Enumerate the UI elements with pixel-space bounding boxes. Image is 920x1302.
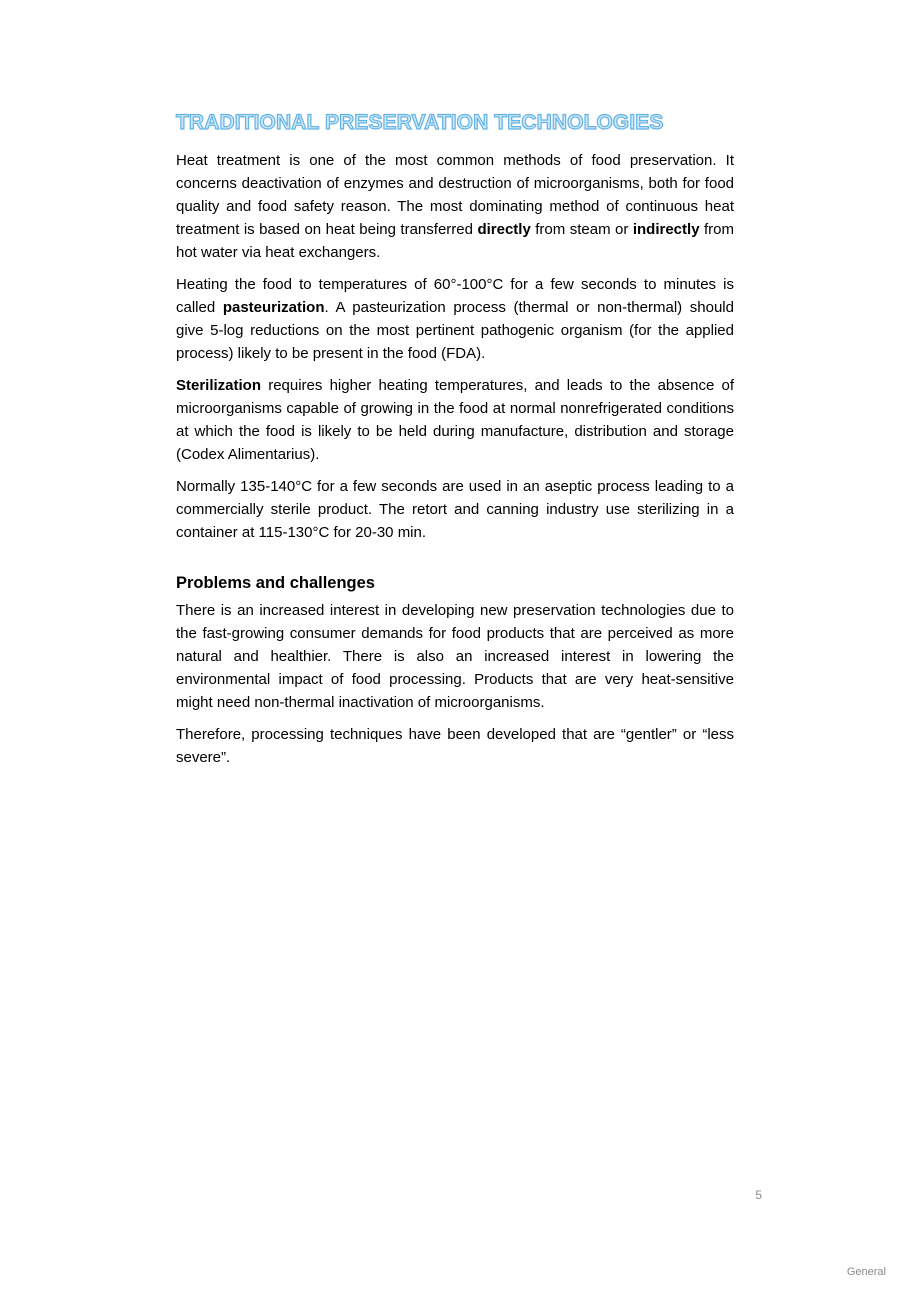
text-run: Heat treatment is one of the most common methods of food preservation. It concerns deactivation of enzymes and destruction of microorganisms, both for food quality and food safety reason. The most dominating method of continuous heat treatment is based on heat being transferred	[176, 152, 734, 238]
paragraph	[176, 723, 734, 769]
intro-section	[176, 149, 734, 544]
text-run: . A pasteurization process (thermal or non-thermal) should give 5-log reductions on the most pertinent pathogenic organism (for the applied process) likely to be present in the food (FDA).	[176, 299, 734, 362]
paragraph	[176, 599, 734, 714]
text-run: from steam or	[530, 221, 633, 238]
classification-label: General	[846, 1266, 886, 1278]
bold-term-indirectly: indirectly	[632, 221, 700, 238]
bold-term-directly: directly	[477, 221, 531, 238]
text-run: from hot water via heat exchangers.	[176, 221, 734, 261]
paragraph	[176, 374, 734, 466]
page-number: 5	[755, 1188, 762, 1202]
section-heading: Problems and challenges	[176, 574, 375, 592]
text-run: requires higher heating temperatures, and leads to the absence of microorganisms capable of growing in the food at normal nonrefrigerated conditions at which the food is likely to be held during manufacture, distribution and storage (Codex Alimentarius).	[176, 377, 734, 463]
paragraph	[176, 273, 734, 365]
problems-section	[176, 572, 734, 769]
bold-term-sterilization: Sterilization	[176, 377, 262, 394]
text-run: Heating the food to temperatures of 60°-100°C for a few seconds to minutes is called	[176, 276, 734, 316]
paragraph	[176, 475, 734, 544]
text-run: Therefore, processing techniques have been developed that are “gentler” or “less severe”.	[176, 726, 734, 766]
text-run: There is an increased interest in developing new preservation technologies due to the fast-growing consumer demands for food products that are perceived as more natural and healthier. There is also an increased interest in lowering the environmental impact of food processing. Products that are very heat-sensitive might need non-thermal inactivation of microorganisms.	[176, 602, 734, 711]
paragraph	[176, 149, 734, 264]
bold-term-pasteurization: pasteurization	[222, 299, 325, 316]
page-title: TRADITIONAL PRESERVATION TECHNOLOGIES	[176, 111, 664, 134]
text-run: Normally 135-140°C for a few seconds are used in an aseptic process leading to a commercially sterile product. The retort and canning industry use sterilizing in a container at 115-130°C for 20-30 min.	[176, 478, 734, 541]
page-content	[176, 111, 734, 778]
